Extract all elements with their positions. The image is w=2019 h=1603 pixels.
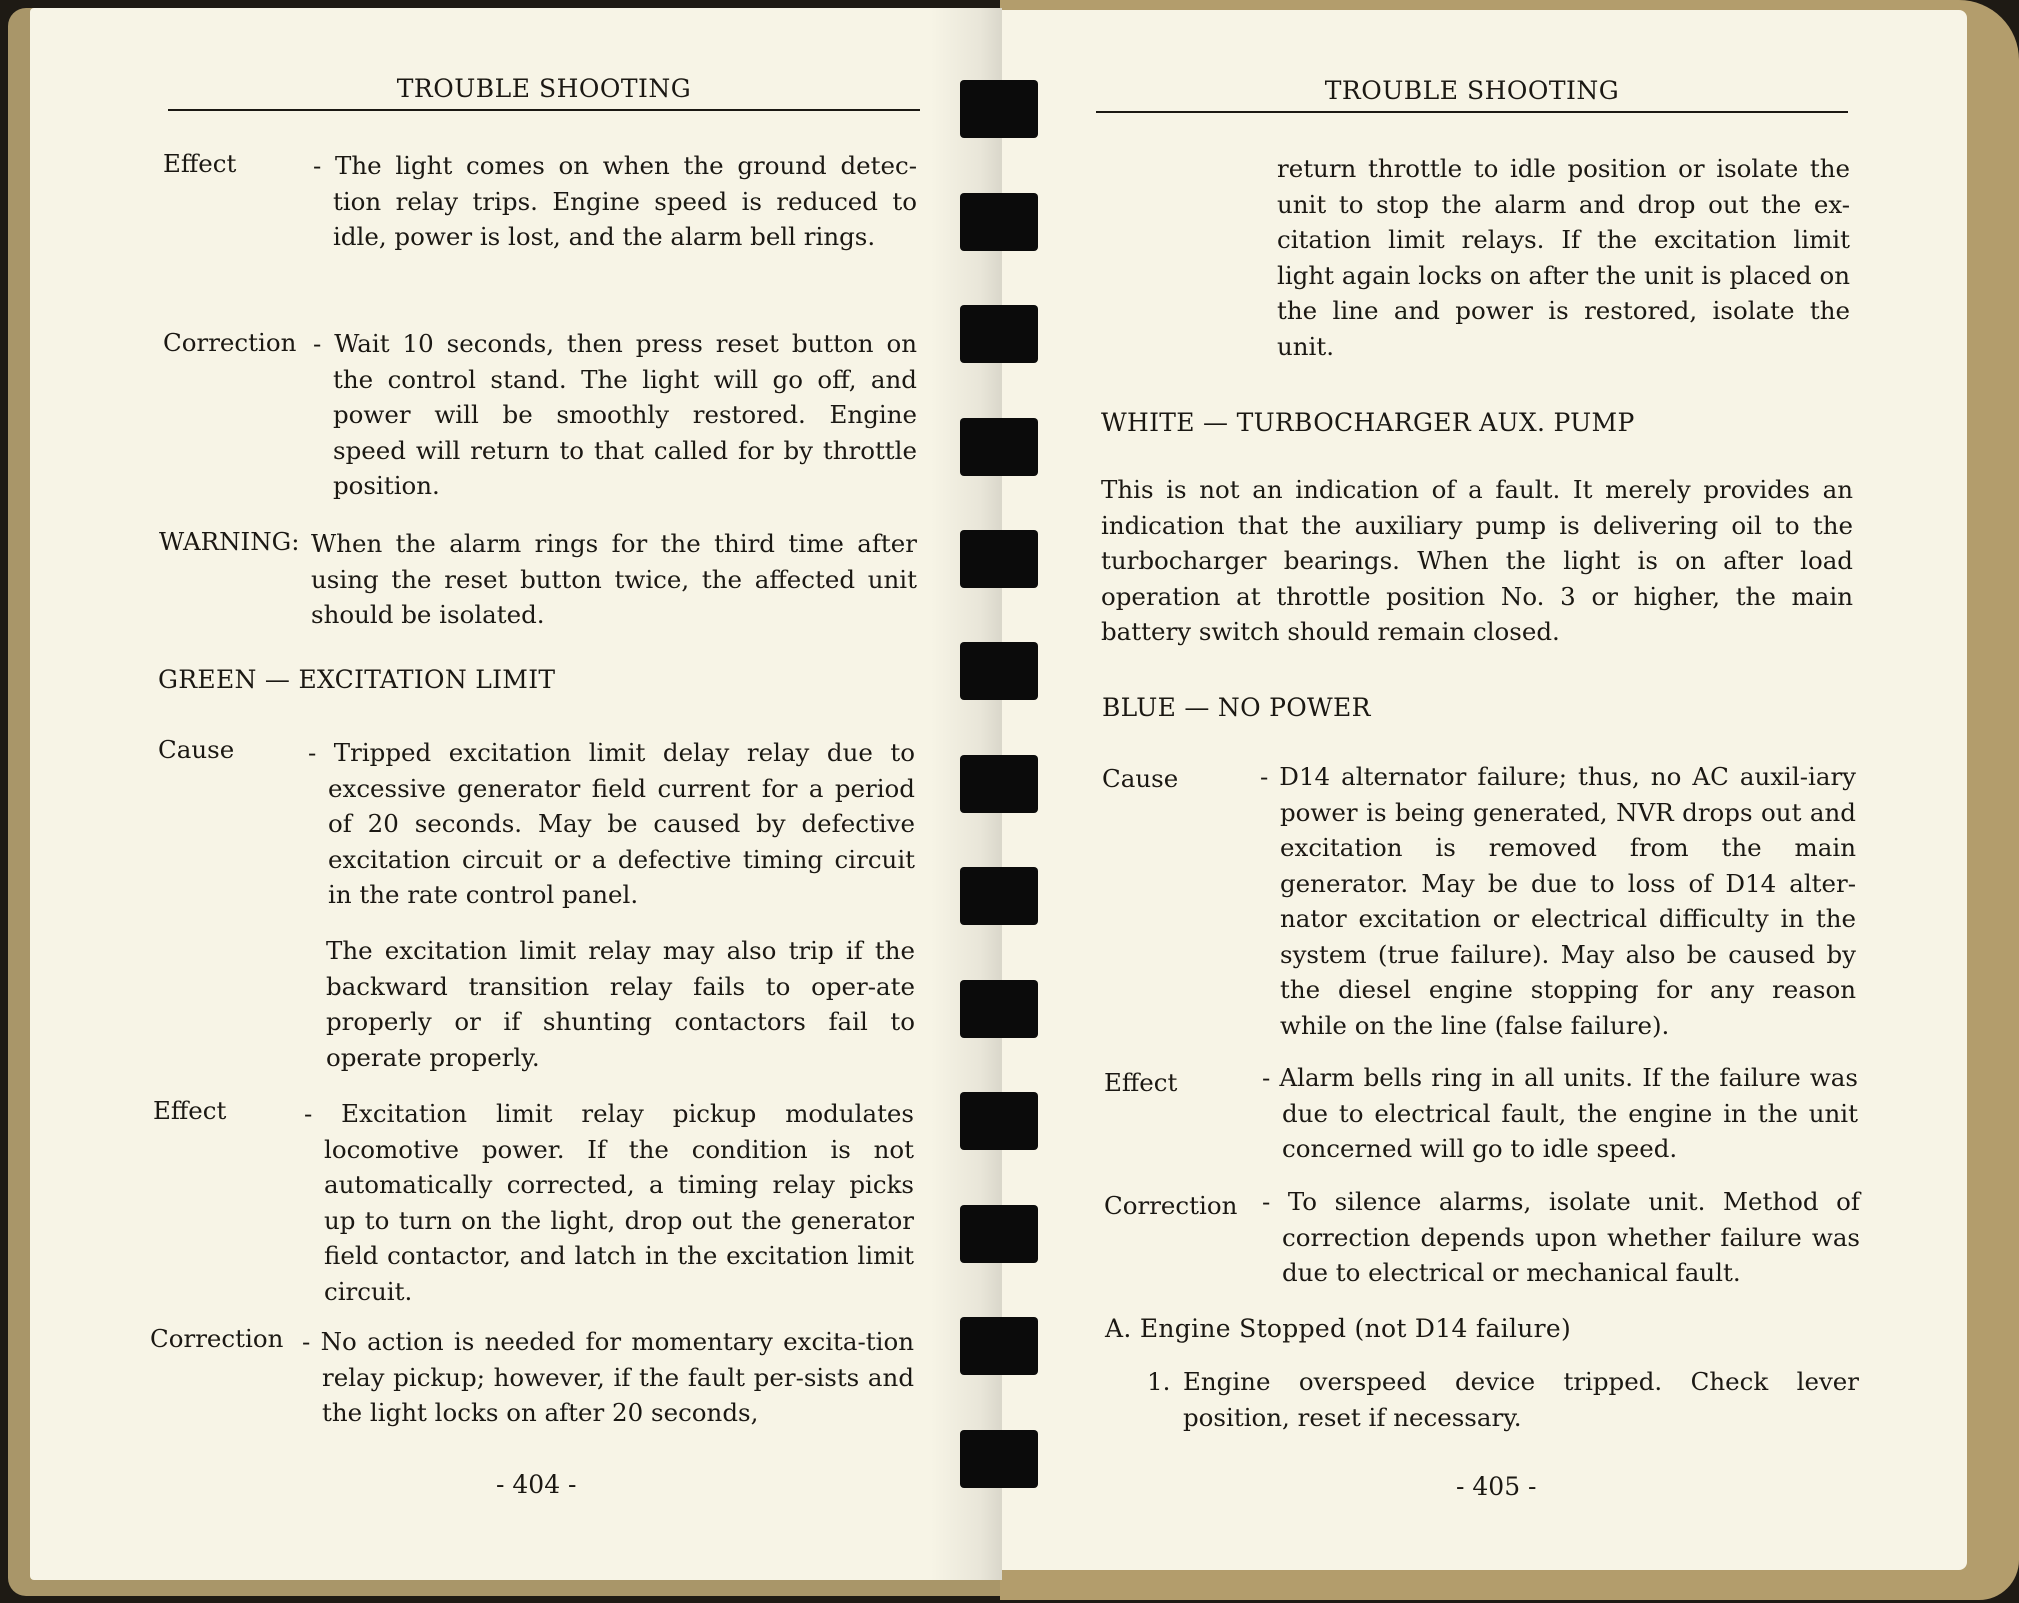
subheading-a: A. Engine Stopped (not D14 failure)	[1105, 1314, 1572, 1343]
continued-text: return throttle to idle position or isolate the unit to stop the alarm and drop out the ex-citation limit relays. If the excitation limit light again locks on after the unit is placed on the line and power is restored, isolate the unit.	[1277, 154, 1850, 361]
cause-text: - Tripped excitation limit delay relay due to excessive generator field current for a period of 20 seconds. May be caused by defective excitation circuit or a defective timing circuit in the rate control panel.	[308, 738, 915, 909]
left-page	[30, 8, 1002, 1580]
binding-ring	[960, 305, 1038, 363]
page-header: TROUBLE SHOOTING	[168, 74, 920, 111]
correction-text-2: - No action is needed for momentary excita-tion relay pickup; however, if the fault per-sists and the light locks on after 20 seconds,	[302, 1327, 914, 1427]
binding-ring	[960, 755, 1038, 813]
binding-ring	[960, 980, 1038, 1038]
correction-label: Correction	[1104, 1191, 1238, 1220]
cause-text: - D14 alternator failure; thus, no AC auxil-iary power is being generated, NVR drops out and excitation is removed from the main generator. May be due to loss of D14 alter-nator excitation or electrical difficulty in the system (true failure). May also be caused by the diesel engine stopping for any reason while on the line (false failure).	[1260, 762, 1856, 1040]
effect-label: Effect	[1104, 1068, 1178, 1097]
binding-ring	[960, 642, 1038, 700]
cause-text-continued: The excitation limit relay may also trip if the backward transition relay fails to oper-ate properly or if shunting contactors fail to operate properly.	[326, 936, 915, 1072]
cause-label: Cause	[158, 735, 235, 764]
binding-ring	[960, 530, 1038, 588]
correction-text: - Wait 10 seconds, then press reset button on the control stand. The light will go off, and power will be smoothly restored. Engine speed will return to that called for by throttle position.	[313, 329, 917, 500]
effect-text: - Alarm bells ring in all units. If the failure was due to electrical fault, the engine in the unit concerned will go to idle speed.	[1262, 1063, 1858, 1163]
page-number-right: - 405 -	[1456, 1472, 1537, 1501]
binding-ring	[960, 418, 1038, 476]
correction-label-2: Correction	[150, 1324, 284, 1353]
correction-text: - To silence alarms, isolate unit. Method of correction depends upon whether failure was due to electrical or mechanical fault.	[1262, 1187, 1860, 1287]
white-heading: WHITE — TURBOCHARGER AUX. PUMP	[1101, 408, 1635, 437]
effect-text-2: - Excitation limit relay pickup modulates locomotive power. If the condition is not automatically corrected, a timing relay picks up to turn on the light, drop out the generator field contactor, and latch in the excitation limit circuit.	[304, 1099, 914, 1306]
binding-ring	[960, 80, 1038, 138]
binding-ring	[960, 867, 1038, 925]
warning-text: When the alarm rings for the third time after using the reset button twice, the affected unit should be isolated.	[311, 529, 917, 629]
right-page	[1002, 10, 1967, 1570]
item-1-text: Engine overspeed device tripped. Check lever position, reset if necessary.	[1183, 1367, 1859, 1432]
binding-ring	[960, 1430, 1038, 1488]
white-text: This is not an indication of a fault. It merely provides an indication that the auxiliary pump is delivering oil to the turbocharger bearings. When the light is on after load operation at throttle position No. 3 or higher, the main battery switch should remain closed.	[1101, 475, 1853, 646]
effect-text: - The light comes on when the ground detec-tion relay trips. Engine speed is reduced to idle, power is lost, and the alarm bell rings.	[313, 151, 917, 251]
effect-label-2: Effect	[153, 1096, 227, 1125]
green-heading: GREEN — EXCITATION LIMIT	[158, 665, 556, 694]
blue-heading: BLUE — NO POWER	[1102, 693, 1371, 722]
effect-label: Effect	[163, 149, 237, 178]
binding-ring	[960, 1205, 1038, 1263]
correction-label: Correction	[163, 328, 297, 357]
warning-label: WARNING:	[159, 527, 300, 556]
item-1-number: 1.	[1147, 1367, 1171, 1396]
binding-ring	[960, 1092, 1038, 1150]
page-number-left: - 404 -	[496, 1470, 577, 1499]
cause-label: Cause	[1102, 764, 1179, 793]
page-header: TROUBLE SHOOTING	[1096, 76, 1848, 113]
binding-ring	[960, 193, 1038, 251]
binding-ring	[960, 1317, 1038, 1375]
